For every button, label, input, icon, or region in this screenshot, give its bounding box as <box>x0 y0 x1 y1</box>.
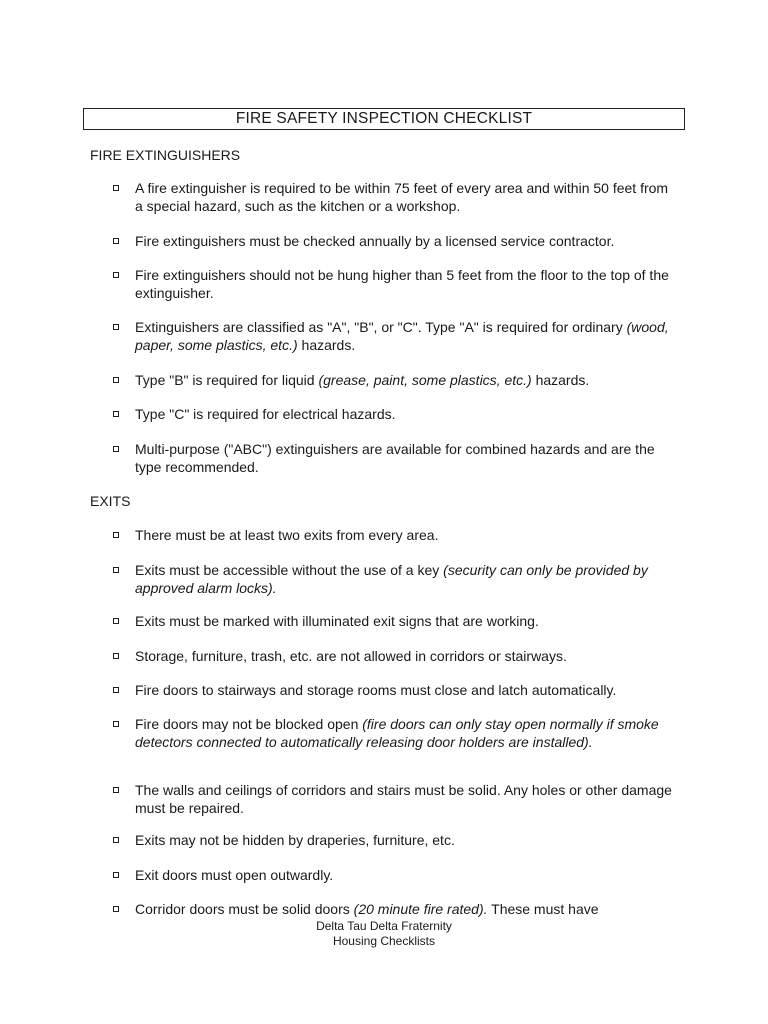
checklist-item <box>113 901 673 919</box>
item-text-italic: (wood, paper, some plastics, etc.) <box>135 319 669 353</box>
checklist-item-text <box>135 613 673 631</box>
checklist-item-text <box>135 180 673 215</box>
item-text-segment: Fire doors to stairways and storage rooms must close and latch automatically. <box>135 682 617 698</box>
item-text-segment: Exits may not be hidden by draperies, furniture, etc. <box>135 832 455 848</box>
section-heading: EXITS <box>90 493 131 509</box>
checklist-item <box>113 372 673 390</box>
checkbox-bullet-icon <box>113 446 119 452</box>
checklist-item-text <box>135 562 673 597</box>
item-text-segment: Type "B" is required for liquid <box>135 372 319 388</box>
checklist-item-text <box>135 267 673 302</box>
item-text-italic: (security can only be provided by approved alarm locks). <box>135 562 648 596</box>
item-text-segment: hazards. <box>531 372 590 388</box>
checklist-item-text <box>135 648 673 666</box>
checklist-item <box>113 406 673 424</box>
checkbox-bullet-icon <box>113 532 119 538</box>
checkbox-bullet-icon <box>113 377 119 383</box>
checklist-item <box>113 716 673 751</box>
checklist-item <box>113 832 673 850</box>
page-title: FIRE SAFETY INSPECTION CHECKLIST <box>83 108 685 130</box>
checkbox-bullet-icon <box>113 837 119 843</box>
item-text-segment: Exits must be marked with illuminated exit signs that are working. <box>135 613 539 629</box>
checkbox-bullet-icon <box>113 906 119 912</box>
checklist-item-text <box>135 441 673 476</box>
checklist-item-text <box>135 901 673 919</box>
checkbox-bullet-icon <box>113 787 119 793</box>
checkbox-bullet-icon <box>113 721 119 727</box>
checkbox-bullet-icon <box>113 185 119 191</box>
section-heading: FIRE EXTINGUISHERS <box>90 147 241 163</box>
checkbox-bullet-icon <box>113 872 119 878</box>
item-text-segment: The walls and ceilings of corridors and stairs must be solid. Any holes or other damage must be repaired. <box>135 782 672 816</box>
item-text-segment: Type "C" is required for electrical hazards. <box>135 406 396 422</box>
item-text-segment: Multi-purpose ("ABC") extinguishers are available for combined hazards and are the type recommended. <box>135 441 655 475</box>
checklist-item <box>113 648 673 666</box>
item-text-segment: Extinguishers are classified as "A", "B", or "C". Type "A" is required for ordinary <box>135 319 627 335</box>
checklist-item-text <box>135 782 673 817</box>
item-text-segment: Exit doors must open outwardly. <box>135 867 334 883</box>
item-text-segment: hazards. <box>297 336 356 353</box>
checklist-item <box>113 441 673 476</box>
checklist-item <box>113 319 673 354</box>
item-text-italic: (grease, paint, some plastics, etc.) <box>318 372 532 388</box>
footer-organization: Delta Tau Delta Fraternity <box>316 919 452 933</box>
item-text-segment: There must be at least two exits from every area. <box>135 527 439 543</box>
checkbox-bullet-icon <box>113 653 119 659</box>
checklist-item-text <box>135 319 673 354</box>
item-text-segment: Fire doors may not be blocked open <box>135 716 363 732</box>
item-text-segment: A fire extinguisher is required to be within 75 feet of every area and within 50 feet from a special hazard, such as the kitchen or a workshop. <box>135 180 669 214</box>
item-text-italic: (fire doors can only stay open normally if smoke detectors connected to automatically releasing door holders are installed). <box>135 716 659 750</box>
checklist-item <box>113 782 673 817</box>
checklist-item-text <box>135 867 673 885</box>
checklist-item <box>113 180 673 215</box>
checkbox-bullet-icon <box>113 411 119 417</box>
item-text-segment: Fire extinguishers should not be hung higher than 5 feet from the floor to the top of the extinguisher. <box>135 267 669 301</box>
checklist-item <box>113 682 673 700</box>
checkbox-bullet-icon <box>113 567 119 573</box>
checklist-item <box>113 867 673 885</box>
checklist-item-text <box>135 233 673 251</box>
checklist-item-text <box>135 527 673 545</box>
checklist-item-text <box>135 716 673 751</box>
checklist-item <box>113 613 673 631</box>
checklist-item-text <box>135 372 673 390</box>
checkbox-bullet-icon <box>113 618 119 624</box>
item-text-segment: Fire extinguishers must be checked annually by a licensed service contractor. <box>135 233 615 249</box>
checkbox-bullet-icon <box>113 324 119 330</box>
item-text-segment: Exits must be accessible without the use of a key <box>135 562 444 578</box>
checklist-item <box>113 527 673 545</box>
item-text-segment: Storage, furniture, trash, etc. are not allowed in corridors or stairways. <box>135 648 567 664</box>
checklist-item <box>113 562 673 597</box>
checkbox-bullet-icon <box>113 272 119 278</box>
item-text-segment: Corridor doors must be solid doors <box>135 901 354 917</box>
checkbox-bullet-icon <box>113 238 119 244</box>
checklist-item <box>113 267 673 302</box>
footer-subtitle: Housing Checklists <box>332 934 436 948</box>
item-text-segment: These must have <box>487 901 599 917</box>
checklist-item <box>113 233 673 251</box>
checklist-item-text <box>135 832 673 850</box>
checkbox-bullet-icon <box>113 687 119 693</box>
checklist-item-text <box>135 406 673 424</box>
checklist-item-text <box>135 682 673 700</box>
item-text-italic: (20 minute fire rated). <box>353 901 488 917</box>
